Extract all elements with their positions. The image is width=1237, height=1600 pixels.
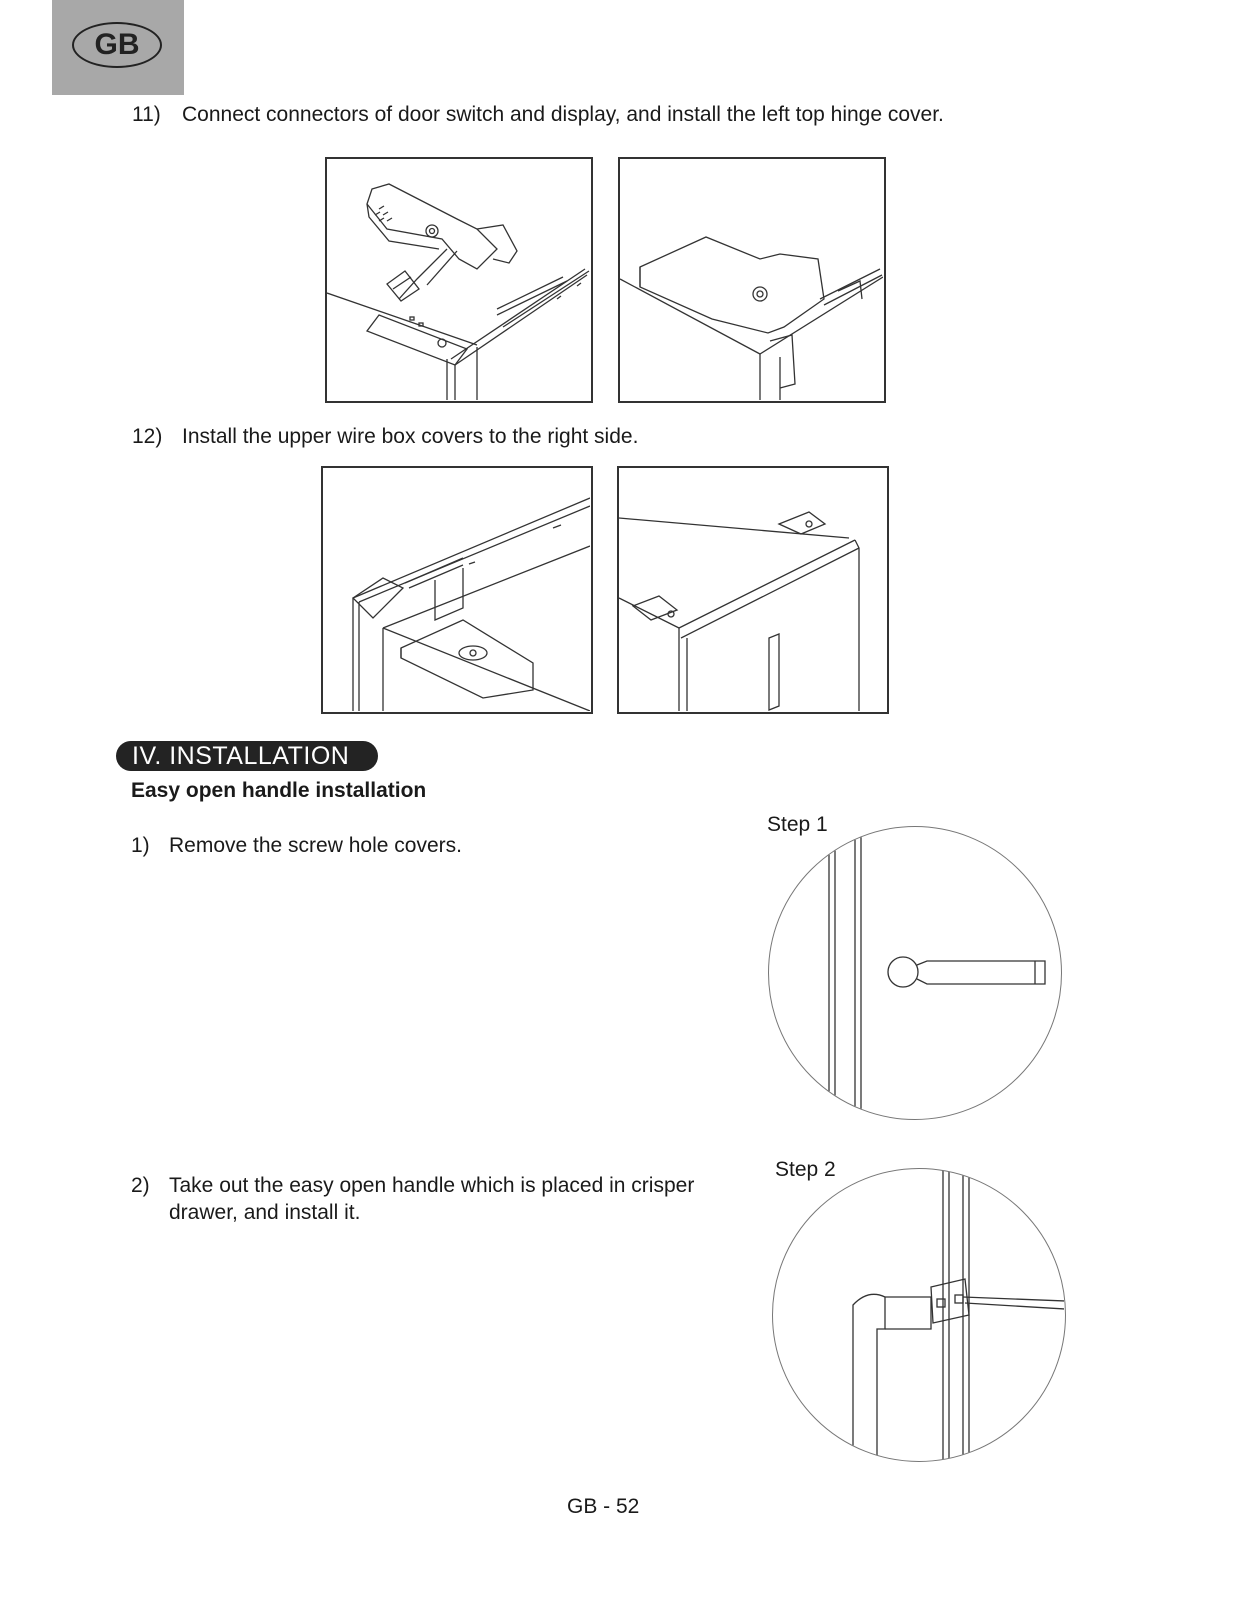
step-text: Connect connectors of door switch and display, and install the left top hinge cover. — [182, 103, 944, 126]
item-number: 2) — [131, 1174, 150, 1197]
figure-step-1 — [768, 826, 1062, 1120]
step-number: 11) — [132, 103, 161, 126]
section-heading: IV. INSTALLATION — [116, 741, 378, 771]
step-2-label: Step 2 — [775, 1158, 836, 1181]
page-number: GB - 52 — [567, 1495, 640, 1518]
figure-wire-box-right — [617, 466, 889, 714]
step-1-label: Step 1 — [767, 813, 828, 836]
step-12 — [132, 423, 638, 450]
item-text-line-2: drawer, and install it. — [169, 1201, 361, 1224]
figure-hinge-connectors — [325, 157, 593, 403]
step-text: Install the upper wire box covers to the right side. — [182, 425, 639, 448]
instruction-item-2 — [131, 1172, 694, 1199]
figure-hinge-cover — [618, 157, 886, 403]
step-11 — [132, 101, 944, 128]
figure-wire-box-left — [321, 466, 593, 714]
item-number: 1) — [131, 834, 150, 857]
figure-step-2 — [772, 1168, 1066, 1462]
instruction-item-1 — [131, 832, 462, 859]
language-badge: GB — [72, 22, 162, 68]
subsection-title: Easy open handle installation — [131, 779, 427, 802]
language-tab — [52, 0, 184, 95]
item-text-line-1: Take out the easy open handle which is placed in crisper — [169, 1174, 695, 1197]
item-text: Remove the screw hole covers. — [169, 834, 462, 857]
step-number: 12) — [132, 425, 163, 448]
